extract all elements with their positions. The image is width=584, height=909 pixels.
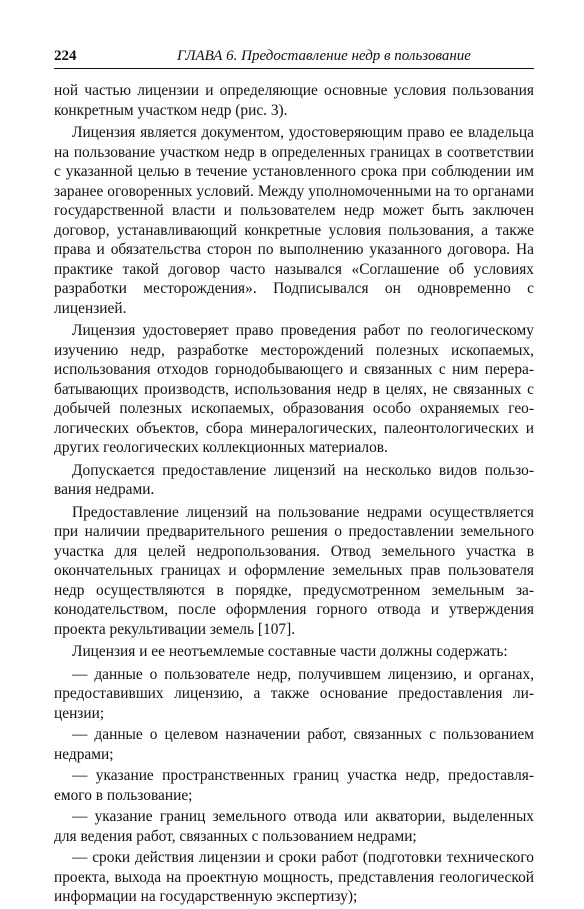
list-item: — сроки действия лицензии и сроки работ (подготовки технического проекта, выхода на проектную мощность, представления геологической информации на государственную экспертизу);: [54, 849, 534, 905]
running-head: ГЛАВА 6. Предоставление недр в пользование: [177, 48, 471, 64]
page-number: 224: [54, 48, 77, 64]
list-item: — указание пространственных границ участка недр, предоставляемого в пользование;: [54, 767, 534, 804]
list-item: — данные о пользователе недр, получившем лицензию, и органах, предоставивших лицензию, а также основание предоставления лицензии;: [54, 665, 534, 722]
list-item: — данные о целевом назначении работ, связанных с пользованием недрами;: [54, 726, 534, 763]
paragraph-continuation: ной частью лицензии и определяющие основные условия пользования конкретным участком недр (рис. 3).: [54, 82, 534, 119]
paragraph: Предоставление лицензий на пользование недрами осуществляется при наличии предварительного решения о предоставлении земельного участка для целей недропользования. Отвод земельного участка в окончательных границах и оформление земельных прав пользователя недр осуществляются в порядке, предусмотренном земельным законодательством, после оформления горного отвода и утверждения проекта рекультивации земель [107].: [54, 503, 534, 638]
paragraph: Допускается предоставление лицензий на несколько видов пользования недрами.: [54, 461, 534, 498]
paragraph: Лицензия удостоверяет право проведения работ по геологическому изучению недр, разработке месторождений полезных ископаемых, использования отходов горнодобывающего и связанных с ним перерабатывающих производств, использования недр в целях, не связанных с добычей полезных ископаемых, образования особо охраняемых геологических объектов, сбора минералогических, палеонтологических и других геологических коллекционных материалов.: [54, 322, 534, 456]
list-item: — указание границ земельного отвода или акватории, выделенных для ведения работ, связанных с пользованием недрами;: [54, 808, 534, 845]
body-text: [54, 81, 534, 909]
paragraph: Лицензия и ее неотъемлемые составные части должны содержать:: [72, 643, 508, 660]
paragraph: Лицензия является документом, удостоверяющим право ее владельца на пользование участком недр в определенных границах в соответствии с указанной целью в течение установленного срока при соблюдении им заранее оговоренных условий. Между уполномоченными на то органами государственной власти и пользователем недр может быть заключен договор, устанавливающий конкретные условия пользования, а также права и обязательства сторон по выполнению указанного договора. На практике такой договор часто назывался «Соглашение об условиях разработки месторождения». Подписывался он одновременно с лицензией.: [54, 124, 534, 317]
page-header: [54, 46, 534, 69]
